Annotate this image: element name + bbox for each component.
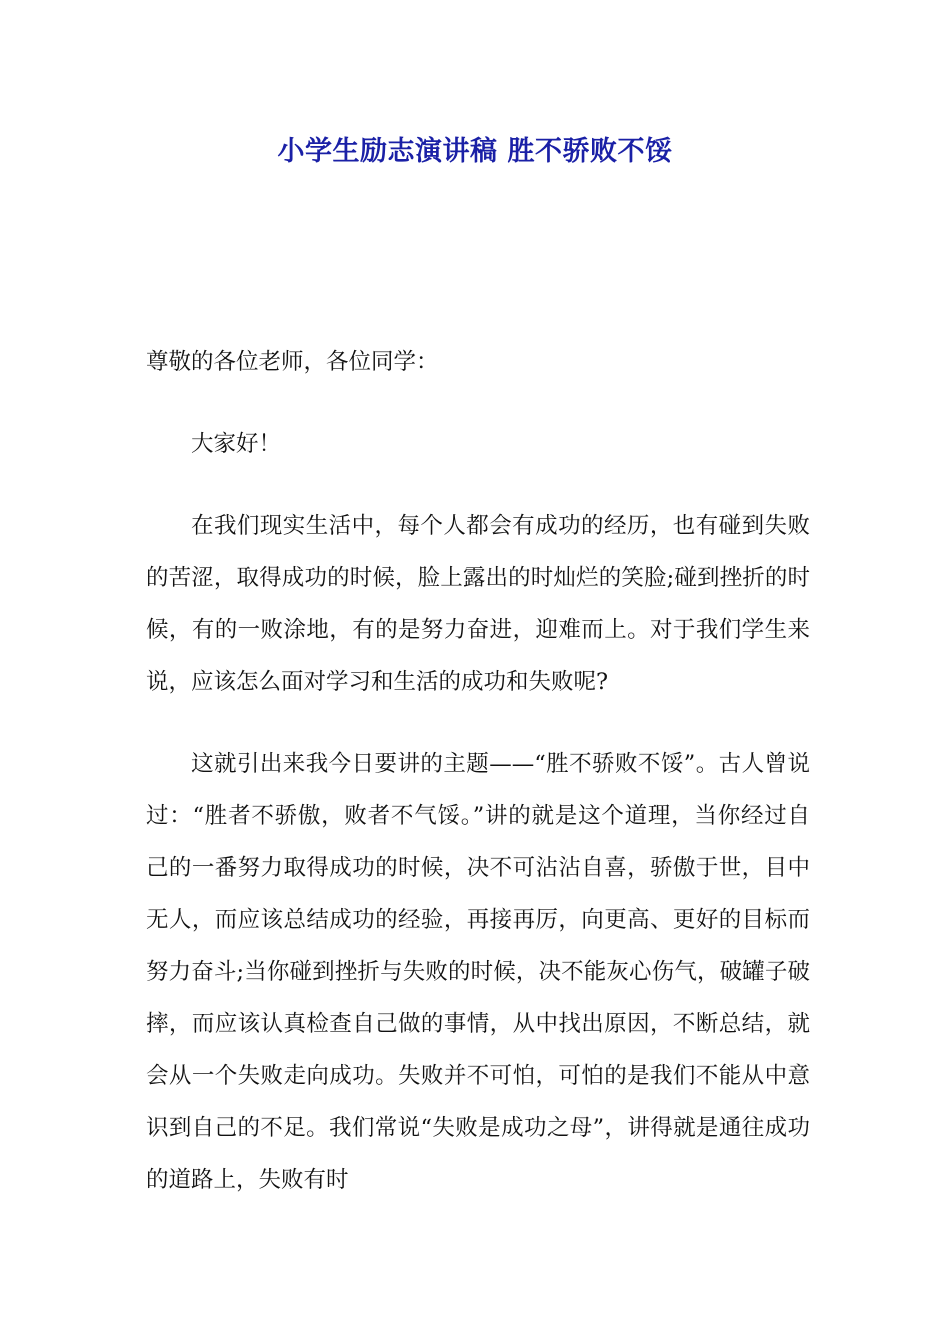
document-body [146,336,810,1206]
salutation: 尊敬的各位老师，各位同学： [146,349,439,375]
paragraph-theme: 这就引出来我今日要讲的主题——“胜不骄败不馁”。古人曾说过：“胜者不骄傲，败者不气馁。”讲的就是这个道理，当你经过自己的一番努力取得成功的时候，决不可沾沾自喜，骄傲于世，目中无人，而应该总结成功的经验，再接再厉，向更高、更好的目标而努力奋斗;当你碰到挫折与失败的时候，决不能灰心伤气，破罐子破摔，而应该认真检查自己做的事情，从中找出原因，不断总结，就会从一个失败走向成功。失败并不可怕，可怕的是我们不能从中意识到自己的不足。我们常说“失败是成功之母”，讲得就是通往成功的道路上，失败有时 [146,751,810,1193]
paragraph-intro: 在我们现实生活中，每个人都会有成功的经历，也有碰到失败的苦涩，取得成功的时候，脸上露出的时灿烂的笑脸;碰到挫折的时候，有的一败涂地，有的是努力奋进，迎难而上。对于我们学生来说，应该怎么面对学习和生活的成功和失败呢? [146,513,810,695]
paragraph-greeting: 大家好！ [191,431,282,457]
document-title: 小学生励志演讲稿 胜不骄败不馁 [277,136,673,167]
